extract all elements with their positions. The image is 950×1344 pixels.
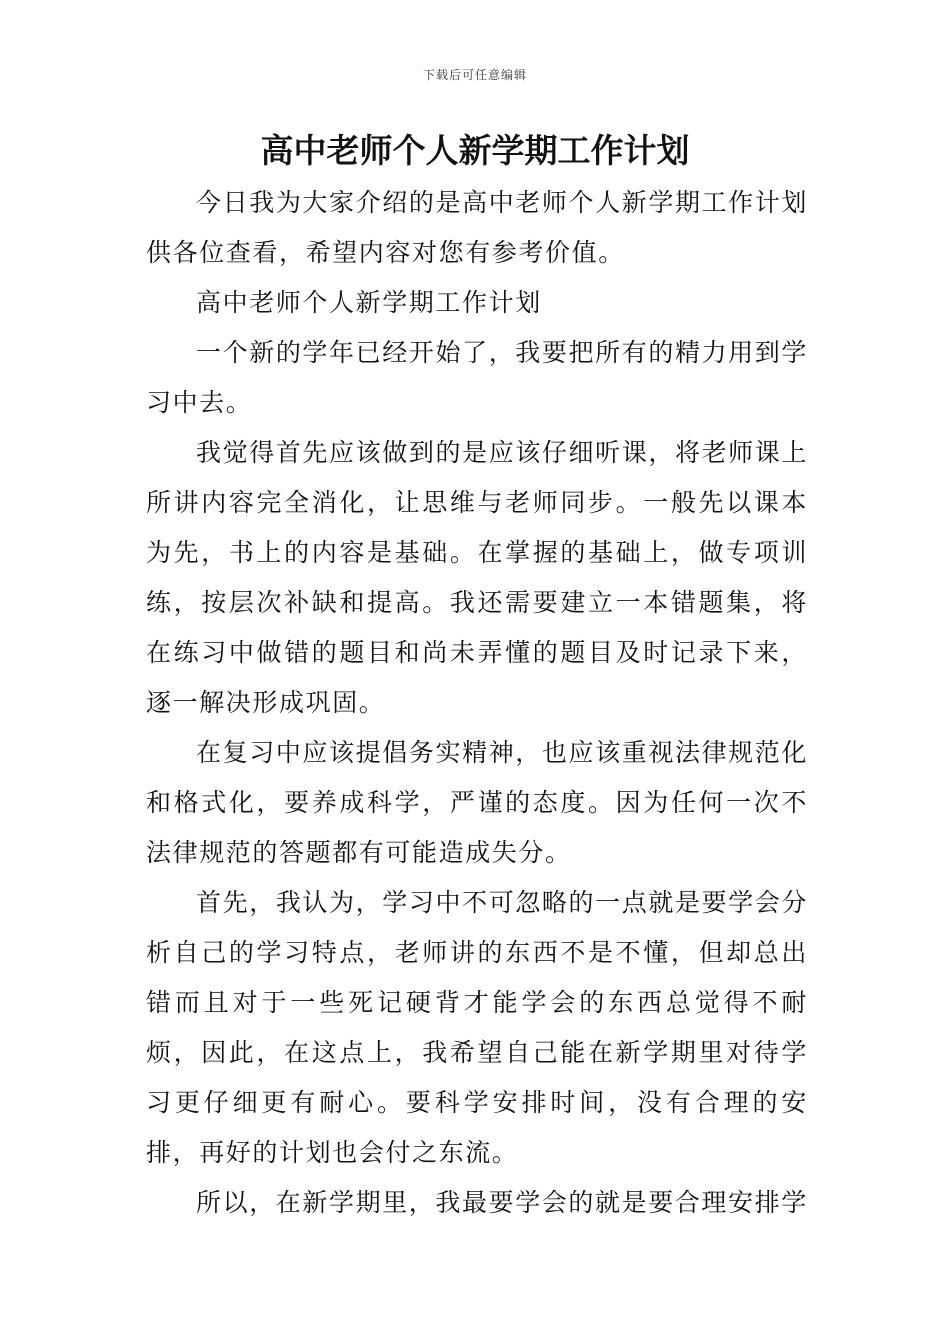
paragraph: 一个新的学年已经开始了，我要把所有的精力用到学习中去。 [146,338,808,417]
paragraph: 所以，在新学期里，我最要学会的就是要合理安排学 [196,1188,808,1217]
paragraph-subtitle: 高中老师个人新学期工作计划 [196,288,542,317]
header-note: 下载后可任意编辑 [422,68,527,82]
document-body [146,178,808,1228]
document-title: 高中老师个人新学期工作计划 [260,131,690,170]
paragraph: 首先，我认为，学习中不可忽略的一点就是要学会分析自己的学习特点，老师讲的东西不是不懂，但却总出错而且对于一些死记硬背才能学会的东西总觉得不耐烦，因此，在这点上，我希望自己能在新学期里对待学习更仔细更有耐心。要科学安排时间，没有合理的安排，再好的计划也会付之东流。 [146,888,808,1167]
paragraph-intro: 今日我为大家介绍的是高中老师个人新学期工作计划供各位查看，希望内容对您有参考价值。 [146,188,808,267]
paragraph: 我觉得首先应该做到的是应该仔细听课，将老师课上所讲内容完全消化，让思维与老师同步。一般先以课本为先，书上的内容是基础。在掌握的基础上，做专项训练，按层次补缺和提高。我还需要建立一本错题集，将在练习中做错的题目和尚未弄懂的题目及时记录下来，逐一解决形成巩固。 [146,438,808,717]
paragraph: 在复习中应该提倡务实精神，也应该重视法律规范化和格式化，要养成科学，严谨的态度。因为任何一次不法律规范的答题都有可能造成失分。 [146,738,808,867]
